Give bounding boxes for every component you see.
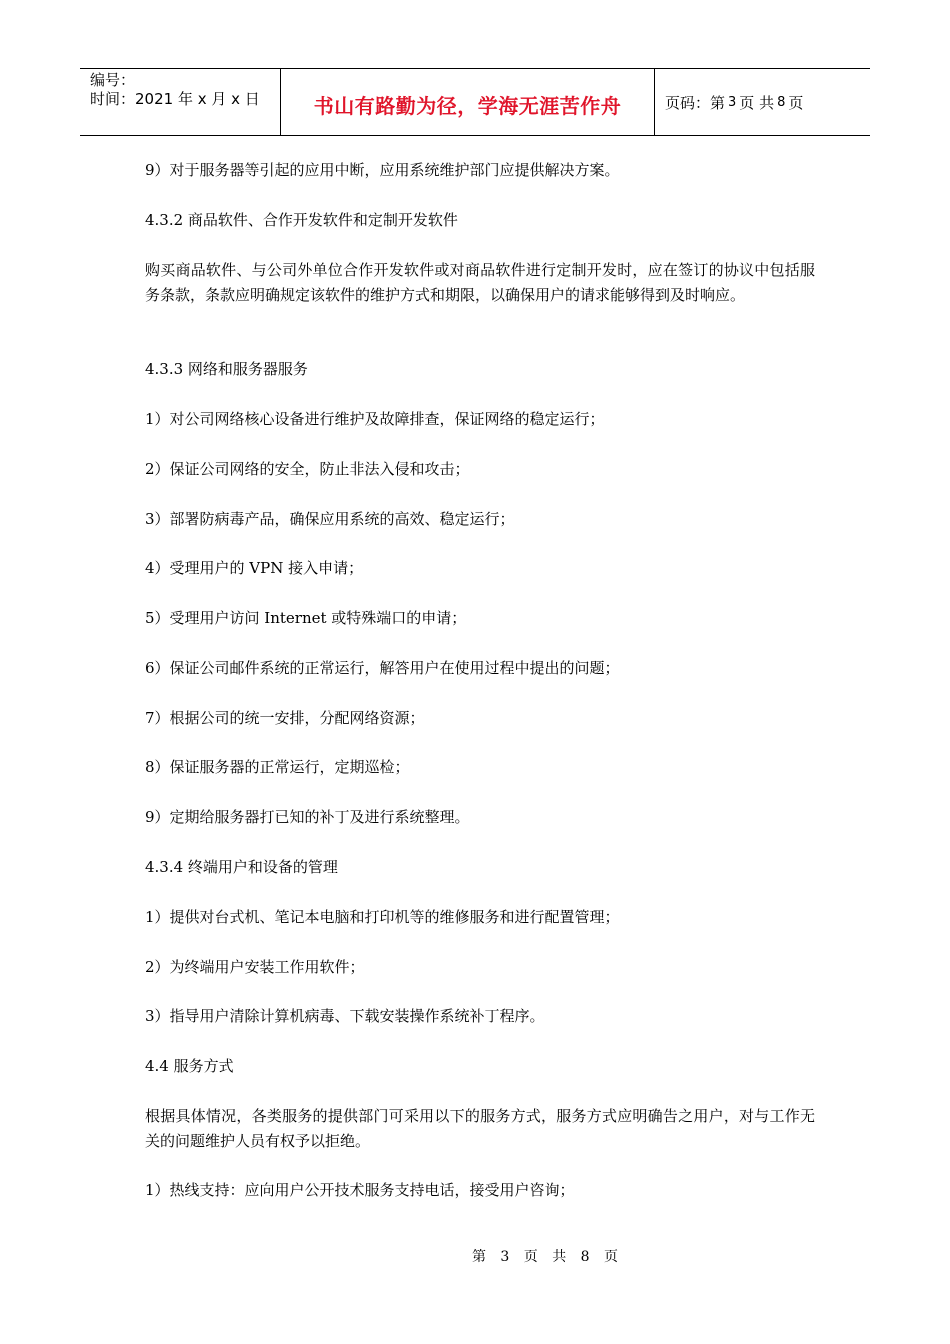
list-item: 1）热线支持：应向用户公开技术服务支持电话，接受用户咨询； <box>145 1181 575 1199</box>
section-heading-4-3-3: 4.3.3 网络和服务器服务 <box>145 360 308 378</box>
section-heading-4-4: 4.4 服务方式 <box>145 1057 234 1075</box>
list-item: 6）保证公司邮件系统的正常运行，解答用户在使用过程中提出的问题； <box>145 659 620 677</box>
list-item: 1）提供对台式机、笔记本电脑和打印机等的维修服务和进行配置管理； <box>145 908 620 926</box>
list-item: 2）保证公司网络的安全，防止非法入侵和攻击； <box>145 460 470 478</box>
document-date: 时间：2021 年 x 月 x 日 <box>90 90 260 108</box>
list-item: 8）保证服务器的正常运行，定期巡检； <box>145 758 410 776</box>
page-suffix: 页 <box>788 93 804 112</box>
section-heading-4-3-2: 4.3.2 商品软件、合作开发软件和定制开发软件 <box>145 211 458 229</box>
list-item: 3）部署防病毒产品，确保应用系统的高效、稳定运行； <box>145 510 515 528</box>
document-code-label: 编号： <box>90 71 136 89</box>
header-motto: 书山有路勤为径，学海无涯苦作舟 <box>313 93 622 118</box>
page-footer <box>0 1246 950 1266</box>
paragraph-4-3-2: 购买商品软件、与公司外单位合作开发软件或对商品软件进行定制开发时，应在签订的协议中包括服务条款，条款应明确规定该软件的维护方式和期限，以确保用户的请求能够得到及时响应。 <box>145 261 815 304</box>
list-item: 7）根据公司的统一安排，分配网络资源； <box>145 709 425 727</box>
list-item: 4）受理用户的 VPN 接入申请； <box>145 559 364 577</box>
page-total: 8 <box>777 94 786 110</box>
document-header <box>80 68 870 136</box>
page-current: 3 <box>728 94 737 110</box>
list-item: 2）为终端用户安装工作用软件； <box>145 958 365 976</box>
list-item: 1）对公司网络核心设备进行维护及故障排查，保证网络的稳定运行； <box>145 410 605 428</box>
section-heading-4-3-4: 4.3.4 终端用户和设备的管理 <box>145 858 338 876</box>
footer-page-number: 第 3 页 共 8 页 <box>471 1249 624 1265</box>
page-prefix: 页码：第 <box>665 93 726 112</box>
list-item: 3）指导用户清除计算机病毒、下载安装操作系统补丁程序。 <box>145 1007 545 1025</box>
list-item: 9）定期给服务器打已知的补丁及进行系统整理。 <box>145 808 470 826</box>
header-info-cell <box>80 69 281 135</box>
header-motto-cell <box>281 69 655 135</box>
list-item: 5）受理用户访问 Internet 或特殊端口的申请； <box>145 609 467 627</box>
page-mid: 页 共 <box>739 93 775 112</box>
paragraph-4-4: 根据具体情况，各类服务的提供部门可采用以下的服务方式，服务方式应明确告之用户，对与工作无关的问题维护人员有权予以拒绝。 <box>145 1107 815 1150</box>
header-page-cell <box>655 69 870 135</box>
list-item: 9）对于服务器等引起的应用中断，应用系统维护部门应提供解决方案。 <box>145 161 620 179</box>
